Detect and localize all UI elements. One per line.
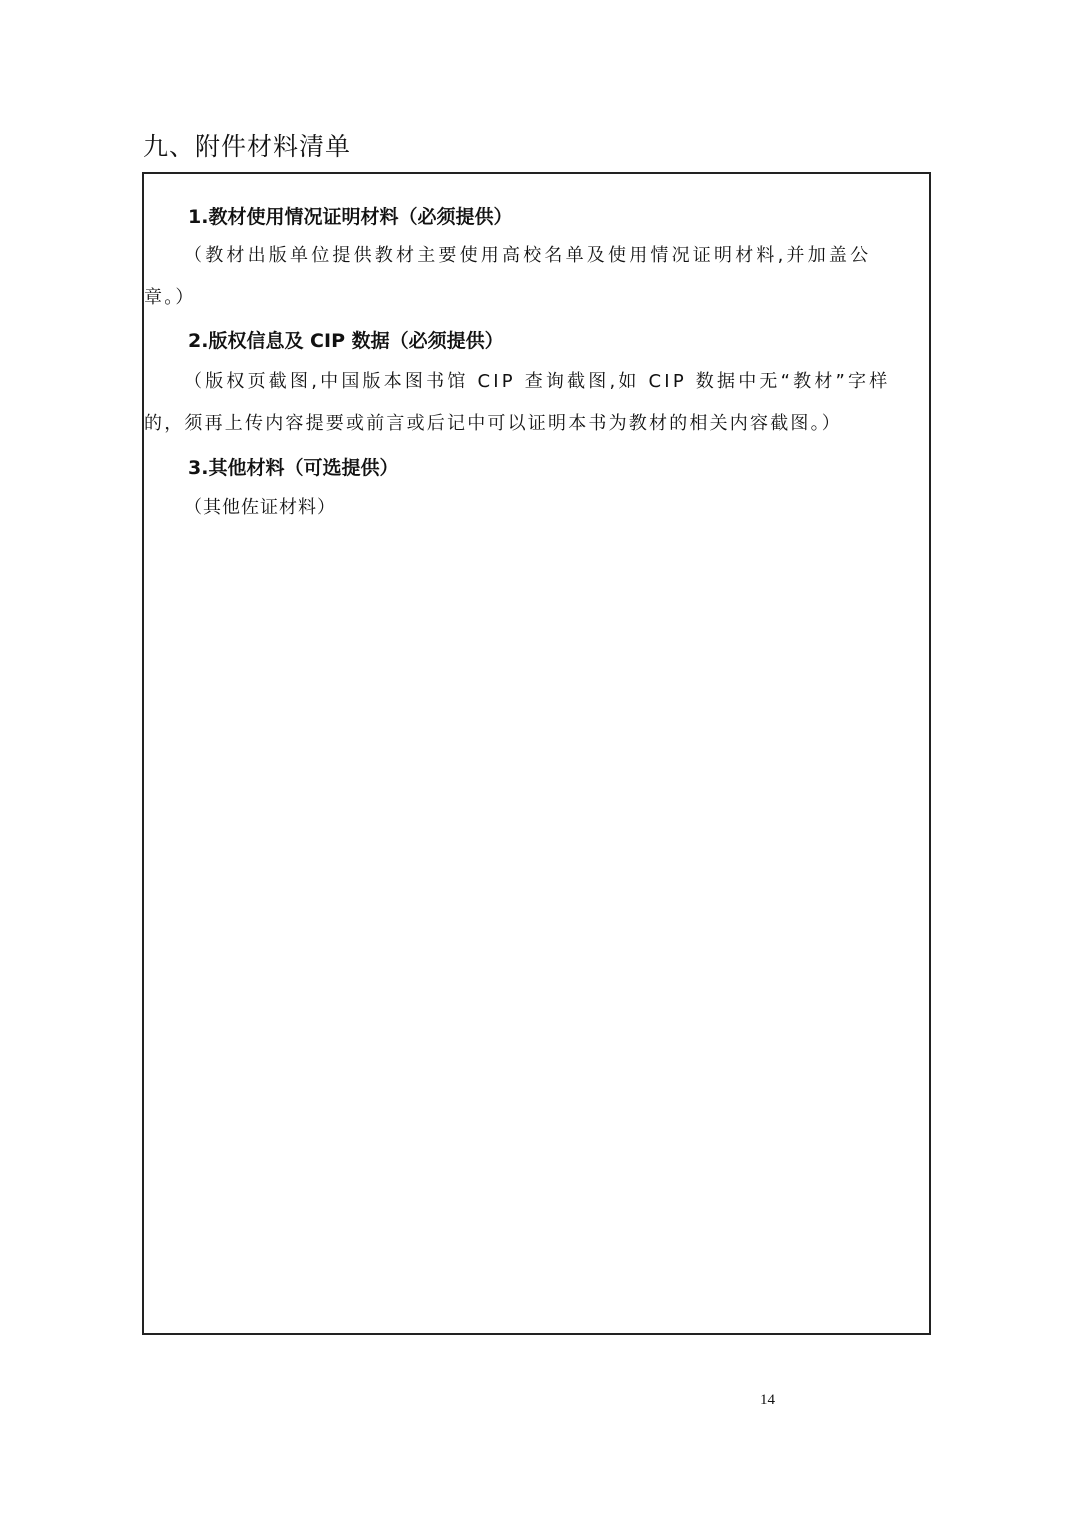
item-1-note-line-2: 章。） <box>144 287 196 308</box>
attachment-list-box <box>142 172 931 1335</box>
item-3-note <box>144 487 929 529</box>
item-2-note-line-2: 的，须再上传内容提要或前言或后记中可以证明本书为教材的相关内容截图。） <box>144 413 842 434</box>
item-1-note <box>144 235 929 319</box>
page-number: 14 <box>760 1392 775 1408</box>
section-title: 九、附件材料清单 <box>143 132 352 161</box>
item-2-note-line-1: （版权页截图,中国版本图书馆 CIP 查询截图,如 CIP 数据中无“教材”字样 <box>184 371 891 392</box>
item-3-heading: 3.其他材料（可选提供） <box>188 457 399 479</box>
item-2-note <box>144 361 929 445</box>
item-1-heading: 1.教材使用情况证明材料（必须提供） <box>188 206 513 228</box>
item-3-note-line-1: （其他佐证材料） <box>184 497 336 518</box>
item-2-heading: 2.版权信息及 CIP 数据（必须提供） <box>188 330 504 352</box>
item-1-note-line-1: （教材出版单位提供教材主要使用高校名单及使用情况证明材料,并加盖公 <box>184 245 872 266</box>
